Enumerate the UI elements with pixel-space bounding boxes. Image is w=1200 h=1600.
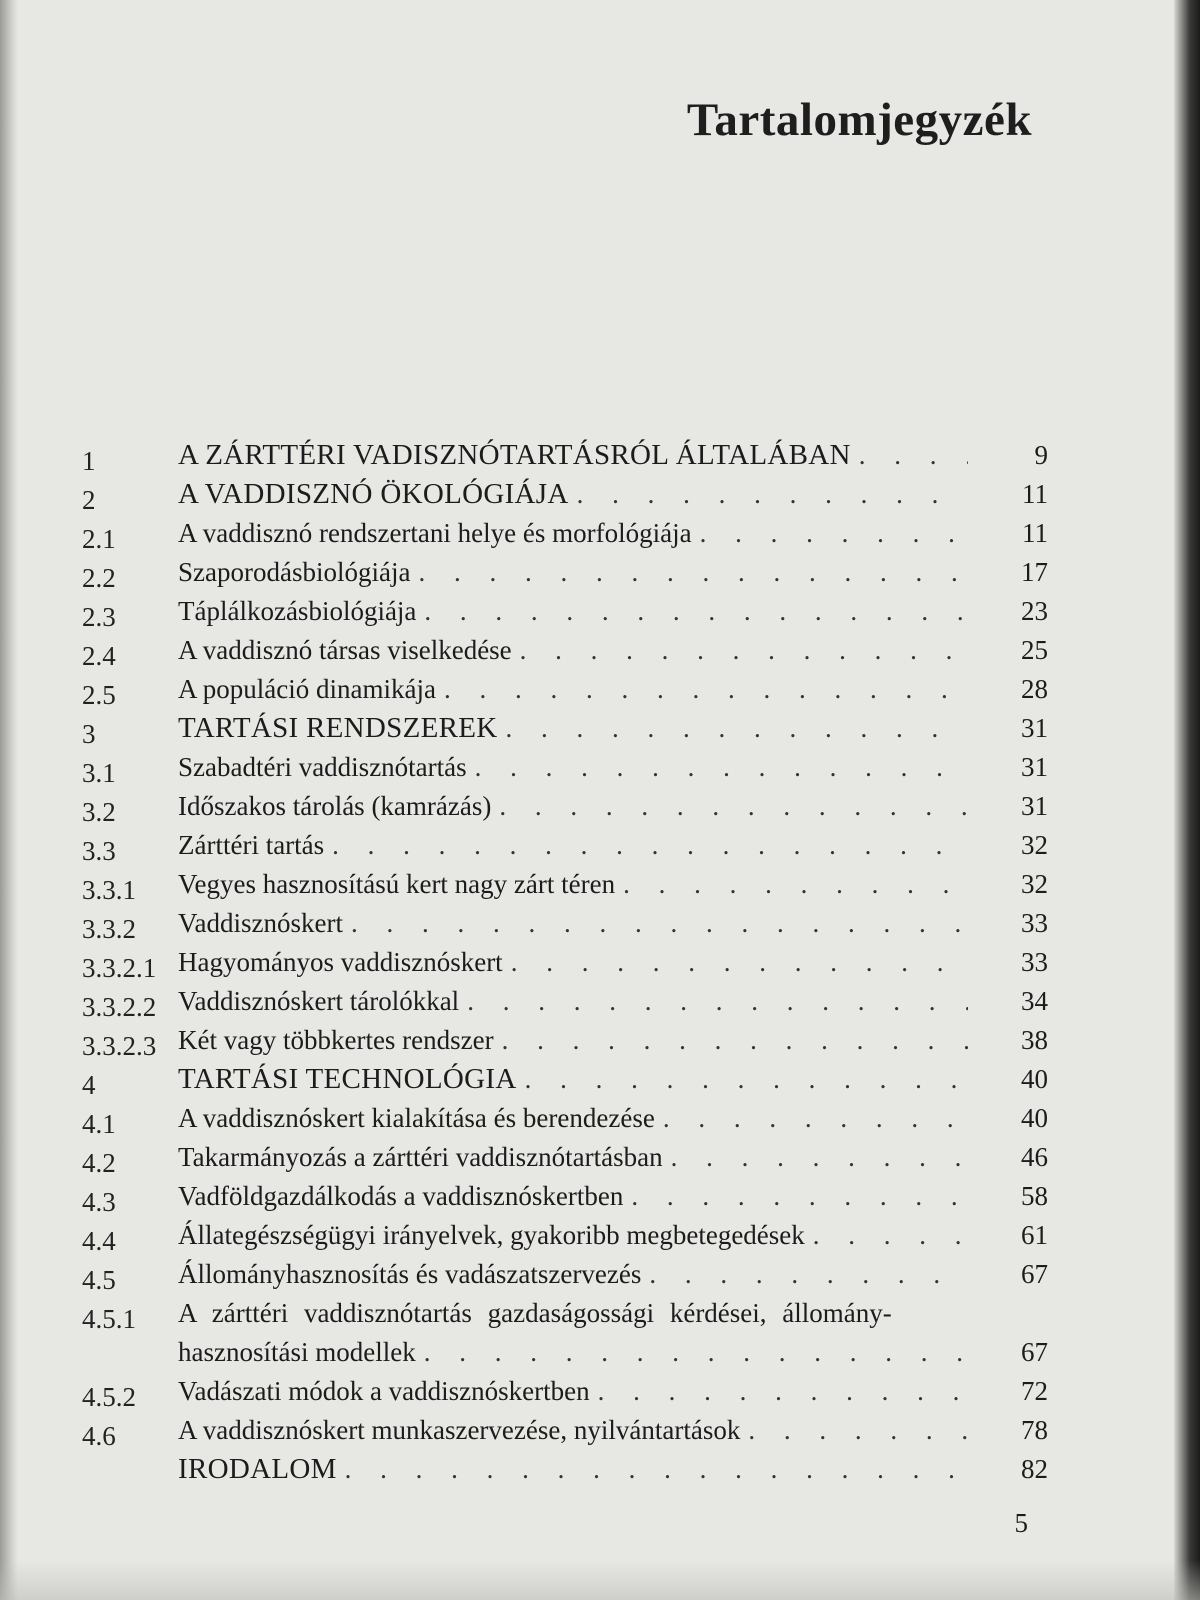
toc-dot-leader (700, 514, 968, 553)
toc-entry (178, 1177, 968, 1216)
toc-row (80, 865, 1048, 904)
toc-entry-title: Vadászati módok a vaddisznóskertben (178, 1376, 590, 1406)
toc-section-number: 4.1 (82, 1109, 116, 1139)
toc-row (80, 631, 1048, 670)
toc-dot-leader (345, 1450, 968, 1489)
toc-section-number: 4.5 (82, 1265, 116, 1295)
toc-section-number: 3.3.2.3 (82, 1031, 157, 1061)
toc-section-number: 3.3.1 (82, 875, 136, 905)
toc-page-number: 32 (1021, 869, 1048, 899)
toc-entry (178, 1411, 968, 1450)
table-of-contents (80, 436, 1048, 1489)
toc-section-number: 4.6 (82, 1421, 116, 1451)
toc-page-number: 34 (1021, 986, 1048, 1016)
toc-entry-title: Állategészségügyi irányelvek, gyakoribb megbetegedések (178, 1220, 805, 1250)
toc-page-number: 17 (1021, 557, 1048, 587)
toc-entry-title: A VADDISZNÓ ÖKOLÓGIÁJA (178, 478, 569, 510)
toc-page-number: 82 (1021, 1454, 1048, 1484)
toc-dot-leader (444, 670, 968, 709)
toc-entry (178, 1021, 968, 1060)
toc-page-number: 32 (1021, 830, 1048, 860)
toc-row (80, 1255, 1048, 1294)
toc-dot-leader (649, 1255, 968, 1294)
toc-entry-title: A vaddisznóskert munkaszervezése, nyilvántartások (178, 1415, 741, 1445)
toc-section-number: 1 (82, 446, 96, 476)
toc-row (80, 553, 1048, 592)
toc-row (80, 1411, 1048, 1450)
toc-dot-leader (332, 826, 968, 865)
toc-dot-leader (351, 904, 968, 943)
toc-section-number: 4 (82, 1070, 96, 1100)
toc-entry-title: hasznosítási modellek (178, 1337, 416, 1367)
toc-section-number: 3.2 (82, 797, 116, 827)
toc-page-number: 31 (1021, 752, 1048, 782)
toc-row (80, 1216, 1048, 1255)
toc-entry-title: Vaddisznóskert tárolókkal (178, 986, 460, 1016)
toc-row (80, 514, 1048, 553)
toc-page-number: 58 (1021, 1181, 1048, 1211)
toc-section-number: 2.1 (82, 524, 116, 554)
toc-page-number: 11 (1022, 518, 1048, 548)
page-right-edge (1174, 0, 1200, 1600)
toc-section-number: 2.5 (82, 680, 116, 710)
toc-section-number: 2 (82, 485, 96, 515)
toc-entry (178, 514, 968, 553)
toc-dot-leader (424, 592, 968, 631)
toc-row (80, 436, 1048, 475)
toc-dot-leader (475, 748, 968, 787)
toc-page-number: 25 (1021, 635, 1048, 665)
toc-page-number: 31 (1021, 791, 1048, 821)
toc-entry-title: A populáció dinamikája (178, 674, 436, 704)
toc-entry (178, 1099, 968, 1138)
toc-entry (178, 826, 968, 865)
toc-page-number: 9 (1034, 440, 1048, 470)
toc-dot-leader (671, 1138, 968, 1177)
toc-page-number: 72 (1021, 1376, 1048, 1406)
toc-section-number: 3 (82, 719, 96, 749)
page-title: Tartalomjegyzék (686, 94, 1032, 147)
page-left-edge (0, 0, 18, 1600)
toc-entry (178, 748, 968, 787)
toc-dot-leader (511, 943, 968, 982)
toc-entry (178, 436, 968, 475)
toc-section-number: 4.3 (82, 1187, 116, 1217)
toc-entry (178, 670, 968, 709)
toc-entry-title: IRODALOM (178, 1453, 337, 1485)
toc-entry (178, 1138, 968, 1177)
toc-row (80, 1294, 1048, 1333)
toc-entry-title: A zárttéri vaddisznótartás gazdaságossági kérdései, állomány- (178, 1298, 892, 1328)
toc-row (80, 1021, 1048, 1060)
toc-entry (178, 1060, 968, 1099)
toc-page-number: 46 (1021, 1142, 1048, 1172)
toc-page-number: 61 (1021, 1220, 1048, 1250)
toc-entry (178, 1216, 968, 1255)
toc-entry-title: Vegyes hasznosítású kert nagy zárt téren (178, 869, 616, 899)
toc-entry (178, 1294, 968, 1333)
toc-row (80, 1138, 1048, 1177)
toc-page-number: 33 (1021, 908, 1048, 938)
toc-row (80, 982, 1048, 1021)
toc-entry-title: A vaddisznóskert kialakítása és berendezése (178, 1103, 655, 1133)
toc-section-number: 4.4 (82, 1226, 116, 1256)
toc-page-number: 78 (1021, 1415, 1048, 1445)
toc-row (80, 670, 1048, 709)
toc-entry-title: A vaddisznó rendszertani helye és morfológiája (178, 518, 692, 548)
toc-dot-leader (813, 1216, 968, 1255)
toc-entry-title: Táplálkozásbiológiája (178, 596, 417, 626)
toc-dot-leader (859, 436, 968, 475)
toc-entry (178, 475, 968, 514)
toc-dot-leader (502, 1021, 968, 1060)
toc-section-number: 2.4 (82, 641, 116, 671)
toc-entry (178, 631, 968, 670)
toc-dot-leader (577, 475, 968, 514)
toc-section-number: 4.5.2 (82, 1382, 136, 1412)
toc-entry (178, 982, 968, 1021)
toc-section-number: 4.5.1 (82, 1304, 136, 1334)
toc-entry-title: TARTÁSI RENDSZEREK (178, 712, 498, 744)
toc-dot-leader (631, 1177, 968, 1216)
toc-dot-leader (663, 1099, 968, 1138)
toc-page-number: 23 (1021, 596, 1048, 626)
toc-section-number: 2.2 (82, 563, 116, 593)
toc-entry (178, 904, 968, 943)
toc-row (80, 475, 1048, 514)
toc-row (80, 709, 1048, 748)
toc-entry (178, 553, 968, 592)
toc-page-number: 40 (1021, 1064, 1048, 1094)
toc-row (80, 904, 1048, 943)
toc-dot-leader (418, 553, 968, 592)
toc-dot-leader (467, 982, 968, 1021)
toc-row (80, 1099, 1048, 1138)
toc-dot-leader (520, 631, 968, 670)
toc-row (80, 826, 1048, 865)
toc-entry-title: Zárttéri tartás (178, 830, 325, 860)
toc-dot-leader (499, 787, 968, 826)
toc-section-number: 3.3 (82, 836, 116, 866)
toc-entry-title: Időszakos tárolás (kamrázás) (178, 791, 492, 821)
page-number: 5 (1014, 1508, 1028, 1538)
toc-entry-title: Vadföldgazdálkodás a vaddisznóskertben (178, 1181, 624, 1211)
toc-entry (178, 1450, 968, 1489)
toc-dot-leader (506, 709, 968, 748)
toc-page-number: 28 (1021, 674, 1048, 704)
toc-page-number: 11 (1022, 479, 1048, 509)
toc-entry (178, 943, 968, 982)
toc-dot-leader (598, 1372, 968, 1411)
toc-entry (178, 592, 968, 631)
toc-row (80, 1177, 1048, 1216)
toc-entry (178, 709, 968, 748)
toc-dot-leader (623, 865, 968, 904)
toc-row (80, 1450, 1048, 1489)
toc-page-number: 67 (1021, 1337, 1048, 1367)
toc-entry-title: TARTÁSI TECHNOLÓGIA (178, 1063, 517, 1095)
toc-section-number: 3.3.2.1 (82, 953, 157, 983)
toc-entry-title: Két vagy többkertes rendszer (178, 1025, 494, 1055)
toc-row (80, 1333, 1048, 1372)
toc-row (80, 592, 1048, 631)
toc-row (80, 1060, 1048, 1099)
toc-page-number: 33 (1021, 947, 1048, 977)
toc-dot-leader (748, 1411, 968, 1450)
toc-entry-title: A vaddisznó társas viselkedése (178, 635, 512, 665)
toc-entry (178, 1372, 968, 1411)
toc-page-number: 67 (1021, 1259, 1048, 1289)
toc-page-number: 31 (1021, 713, 1048, 743)
toc-section-number: 2.3 (82, 602, 116, 632)
toc-page-number: 40 (1021, 1103, 1048, 1133)
toc-entry (178, 787, 968, 826)
toc-section-number: 3.1 (82, 758, 116, 788)
toc-row (80, 787, 1048, 826)
toc-row (80, 1372, 1048, 1411)
page-bottom-edge (0, 1560, 1200, 1600)
toc-entry-title: Vaddisznóskert (178, 908, 343, 938)
toc-entry-title: Szabadtéri vaddisznótartás (178, 752, 467, 782)
toc-entry (178, 865, 968, 904)
toc-entry-title: A ZÁRTTÉRI VADISZNÓTARTÁSRÓL ÁLTALÁBAN (178, 439, 851, 471)
toc-entry-title: Takarmányozás a zárttéri vaddisznótartásban (178, 1142, 663, 1172)
toc-entry (178, 1255, 968, 1294)
toc-row (80, 943, 1048, 982)
toc-section-number: 3.3.2 (82, 914, 136, 944)
toc-entry-title: Állományhasznosítás és vadászatszervezés (178, 1259, 642, 1289)
toc-dot-leader (525, 1060, 968, 1099)
toc-page-number: 38 (1021, 1025, 1048, 1055)
toc-entry-title: Szaporodásbiológiája (178, 557, 411, 587)
toc-section-number: 4.2 (82, 1148, 116, 1178)
toc-entry-title: Hagyományos vaddisznóskert (178, 947, 503, 977)
toc-section-number: 3.3.2.2 (82, 992, 157, 1022)
toc-row (80, 748, 1048, 787)
toc-dot-leader (424, 1333, 968, 1372)
toc-entry (178, 1333, 968, 1372)
